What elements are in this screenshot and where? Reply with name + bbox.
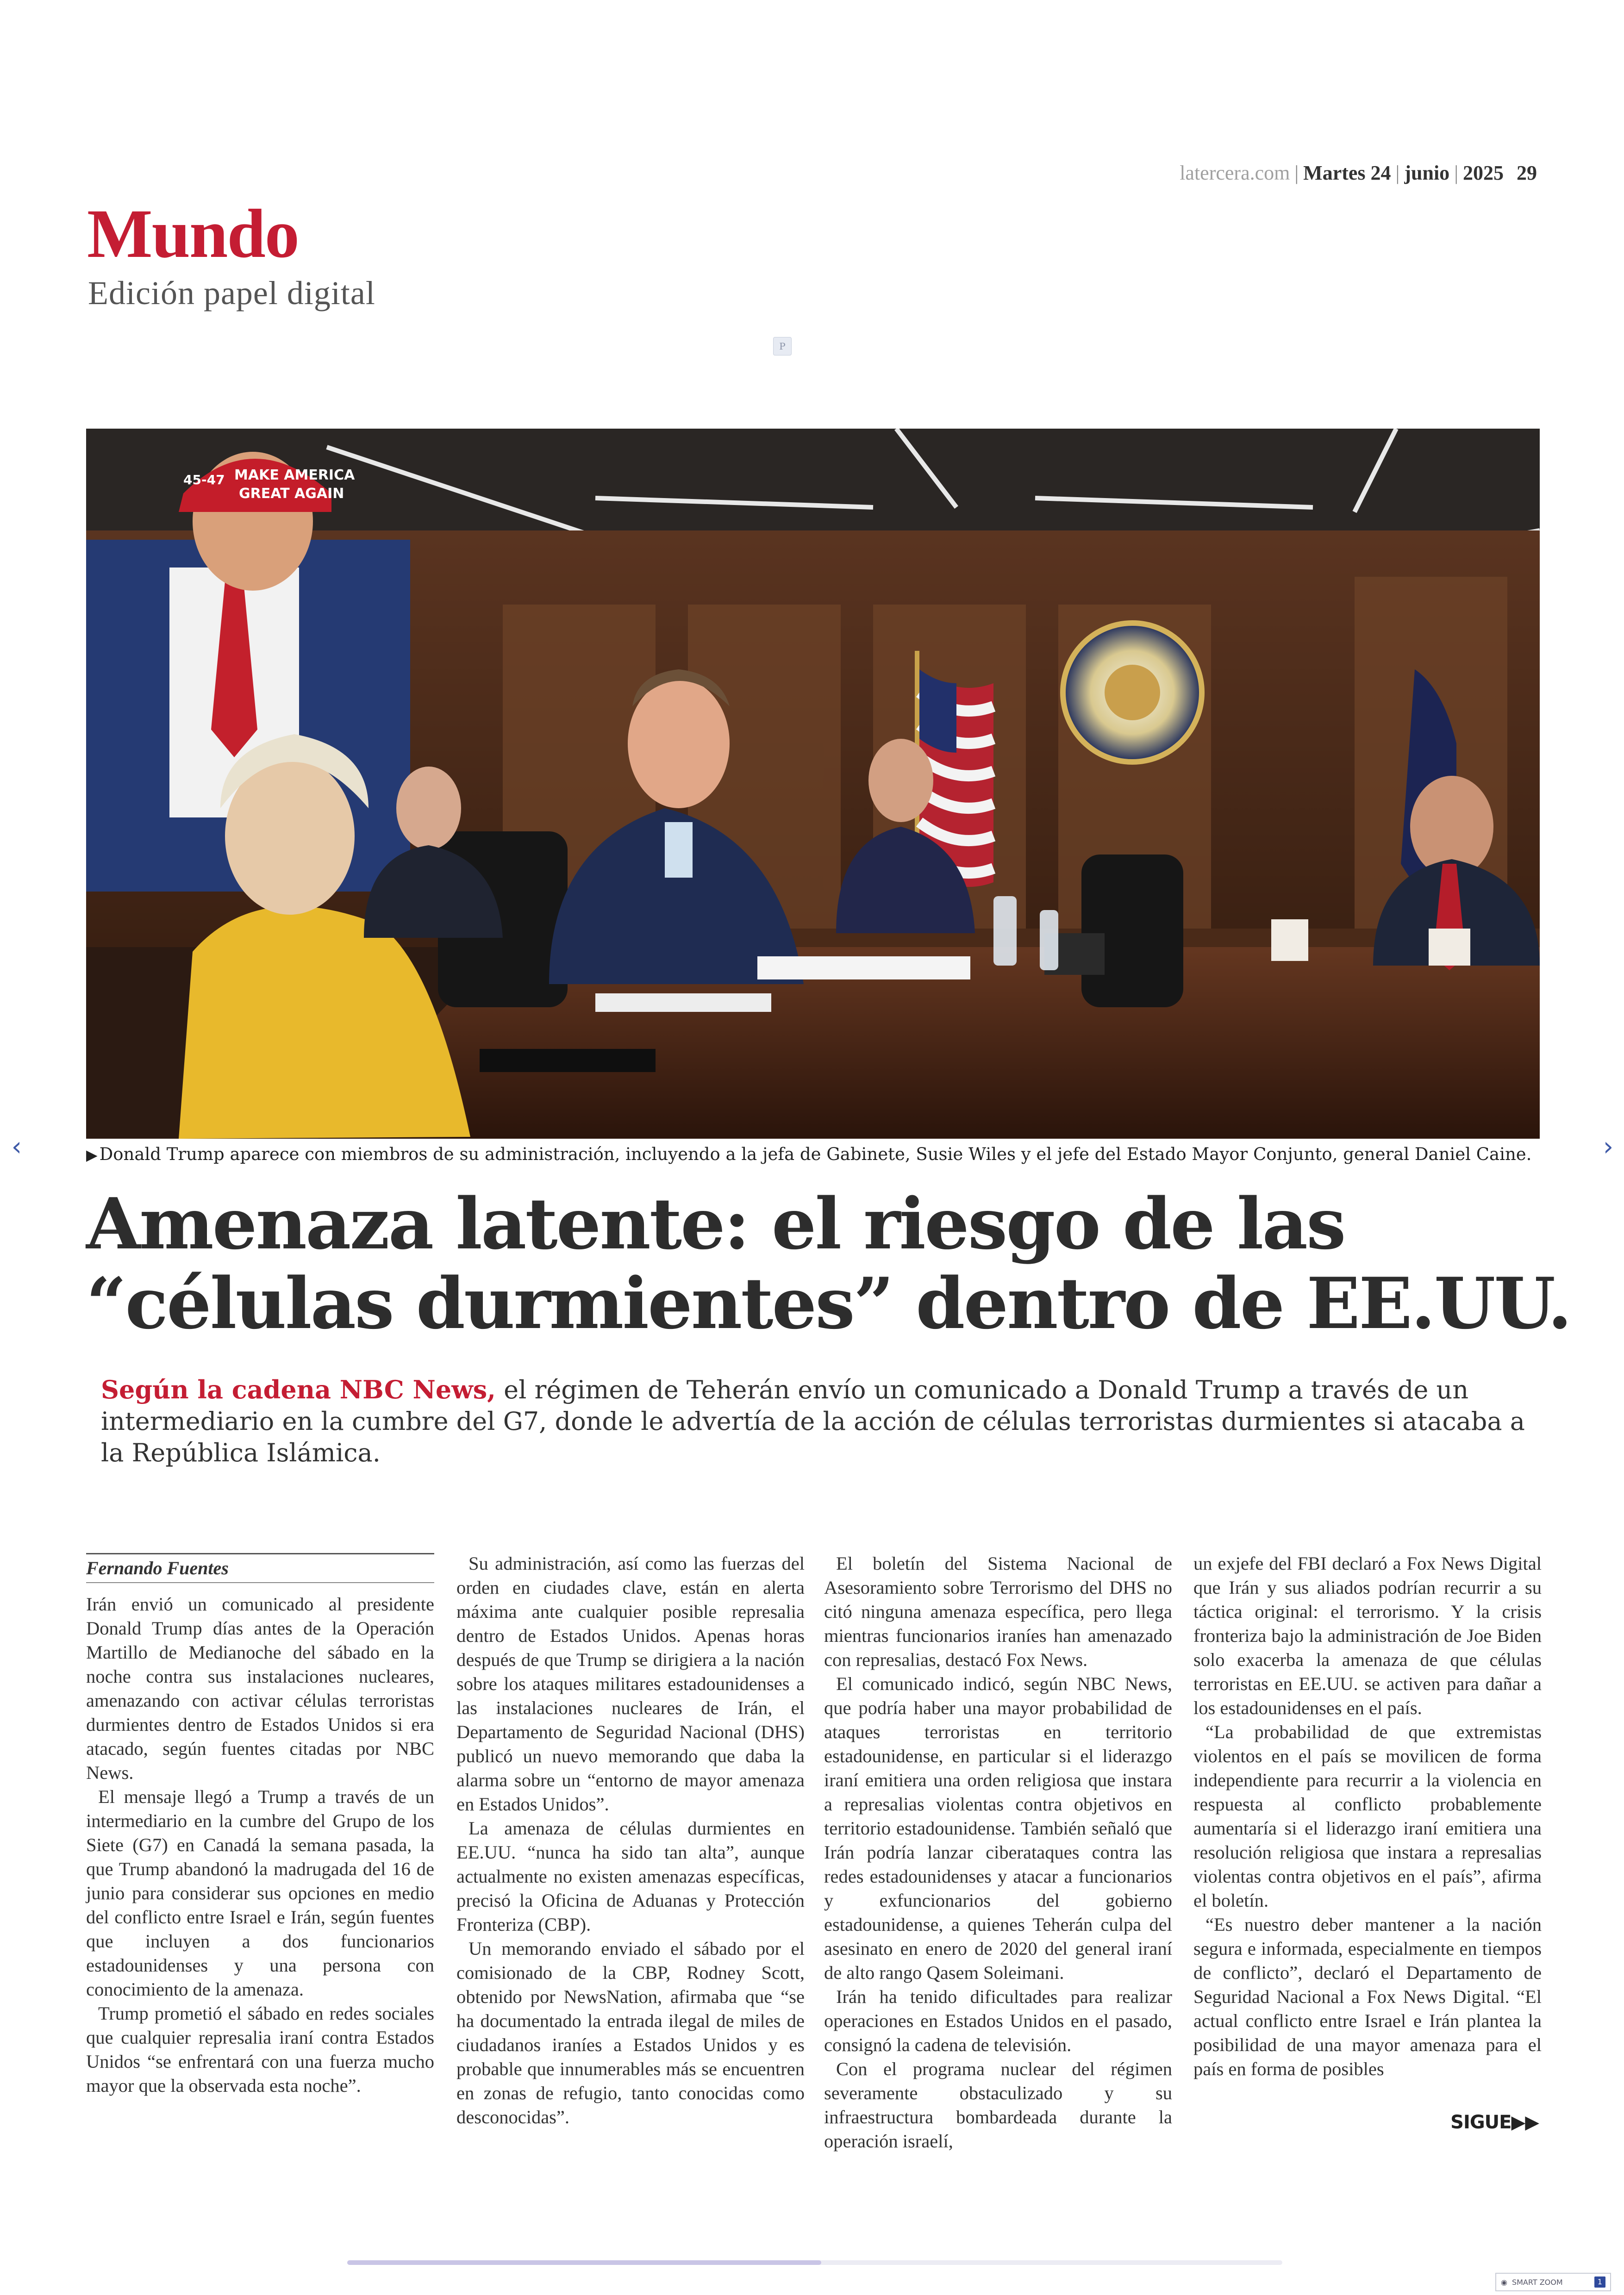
continue-text: SIGUE [1450,2112,1512,2133]
paragraph: Irán envió un comunicado al presidente Donald Trump días antes de la Operación Martillo de Medianoche del sábado en la noche contra sus instalaciones nucleares, amenazando con activar células terroristas durmientes dentro de Estados Unidos si era atacado, según fuentes citadas por NBC News. [86,1594,434,1783]
cap-text: GREAT AGAIN [239,486,344,502]
paragraph: La amenaza de células durmientes en EE.UU. “nunca ha sido tan alta”, aunque actualmente no existen amenazas específicas, precisó la Oficina de Aduanas y Protección Fronteriza (CBP). [456,1818,805,1935]
lead-text: el régimen de Teherán envío un comunicado a Donald Trump a través de un intermediario en la cumbre del G7, donde le advertía de la acción de células terroristas durmientes si atacaba a la República Islámica. [101,1375,1525,1467]
header-separator: | [1395,162,1400,184]
continue-arrows-icon: ▶▶ [1511,2112,1539,2133]
page-number: 29 [1517,162,1537,184]
page-marker-icon[interactable]: P [773,337,792,355]
paragraph: Con el programa nuclear del régimen severamente obstaculizado y su infraestructura bombardeada durante la operación israelí, [824,2058,1172,2152]
page-scrollbar-thumb[interactable] [347,2260,821,2265]
header-year: 2025 [1463,162,1504,184]
article-column-4 [1193,1552,1542,2081]
continue-link[interactable] [1450,2112,1539,2133]
paragraph: Un memorando enviado el sábado por el comisionado de la CBP, Rodney Scott, obtenido por NewsNation, afirmaba que “se ha documentado la entrada ilegal de miles de ciudadanos iraníes a Estados Unidos y es probable que innumerables más se encuentren en zonas de refugio, tanto conocidas como desconocidas”. [456,1938,805,2127]
headline-line: “células durmientes” dentro de EE.UU. [86,1262,1571,1345]
cap-number: 45-47 [183,472,225,487]
photo-caption [86,1144,1540,1164]
next-page-arrow-icon[interactable]: › [1603,1132,1614,1162]
cap-text: MAKE AMERICA [234,467,355,483]
caption-text: Donald Trump aparece con miembros de su administración, incluyendo a la jefa de Gabinete, Susie Wiles y el jefe del Estado Mayor Conjunto, general Daniel Caine. [99,1144,1532,1164]
paragraph: “Es nuestro deber mantener a la nación segura e informada, especialmente en tiempos de conflicto”, declaró el Departamento de Seguridad Nacional a Fox News Digital. “El actual conflicto entre Israel e Irán plantea la posibilidad de una mayor amenaza para el país en forma de posibles [1193,1914,1542,2079]
headline-line: Amenaza latente: el riesgo de las [86,1182,1345,1265]
paragraph: Trump prometió el sábado en redes sociales que cualquier represalia iraní contra Estados Unidos “se enfrentará con una fuerza mucho mayor que la observada esta noche”. [86,2003,434,2096]
article-lead [101,1374,1536,1469]
article-headline [86,1182,1571,1345]
header-separator: | [1454,162,1458,184]
section-subtitle: Edición papel digital [88,274,375,312]
lead-source: Según la cadena NBC News, [101,1375,496,1404]
header-separator: | [1294,162,1299,184]
byline: Fernando Fuentes [86,1553,434,1583]
paragraph: El boletín del Sistema Nacional de Asesoramiento sobre Terrorismo del DHS no citó ninguna amenaza específica, pero llega mientras funcionarios iraníes han amenazado con represalias, destacó Fox News. [824,1553,1172,1670]
site-name[interactable]: latercera.com [1180,162,1290,184]
article-column-3 [824,1552,1172,2153]
paragraph: un exjefe del FBI declaró a Fox News Digital que Irán y sus aliados podrían recurrir a su táctica original: el terrorismo. Y la crisis fronteriza bajo la administración de Joe Biden solo exacerba la amenaza de que células terroristas en EE.UU. se activen para dañar a los estadounidenses en el país. [1193,1553,1542,1718]
paragraph: “La probabilidad de que extremistas violentos en el país se movilicen de forma independiente para recurrir a la violencia en respuesta al conflicto probablemente aumentaría si el liderazgo iraní emitiera una resolución religiosa que instara a represalias violentas contra objetivos en el país”, afirma el boletín. [1193,1721,1542,1911]
eye-icon: ◉ [1501,2277,1507,2287]
article-column-2 [456,1552,805,2129]
paragraph: Irán ha tenido dificultades para realizar operaciones en Estados Unidos en el pasado, consignó la cadena de televisión. [824,1986,1172,2055]
paragraph: El comunicado indicó, según NBC News, que podría haber una mayor probabilidad de ataques terroristas en territorio estadounidense, en particular si el liderazgo iraní emitiera una orden religiosa que instara a represalias violentas contra objetivos en territorio estadounidense. También señaló que Irán podría lanzar ciberataques contra las redes estadounidenses y atacar a funcionarios y exfuncionarios del gobierno estadounidense, a quienes Teherán culpa del asesinato en enero de 2020 del general iraní de alto rango Qasem Soleimani. [824,1673,1172,1983]
paragraph: El mensaje llegó a Trump a través de un intermediario en la cumbre del Grupo de los Siete (G7) en Canadá la semana pasada, la que Trump abandonó la madrugada del 16 de junio para considerar sus opciones en medio del conflicto entre Israel e Irán, según fuentes que incluyen a dos funcionarios estadounidenses y una persona con conocimiento de la amenaza. [86,1786,434,2000]
caption-arrow-icon: ▶ [86,1146,98,1164]
section-title: Mundo [87,195,299,272]
header-weekday: Martes 24 [1303,162,1391,184]
article-column-1 [86,1553,434,2098]
previous-page-arrow-icon[interactable]: ‹ [11,1132,22,1162]
smart-zoom-count: 1 [1594,2276,1605,2288]
smart-zoom-label: SMART ZOOM [1512,2277,1563,2287]
paragraph: Su administración, así como las fuerzas del orden en ciudades clave, están en alerta máxima ante cualquier posible represalia dentro de Estados Unidos. Apenas horas después de que Trump se dirigiera a la nación sobre los ataques militares estadounidenses a las instalaciones nucleares de Irán, el Departamento de Seguridad Nacional (DHS) publicó un nuevo memorando que daba la alarma sobre un “entorno de mayor amenaza en Estados Unidos”. [456,1553,805,1815]
hero-photo [86,429,1540,1139]
situation-room-illustration [86,429,1540,1139]
smart-zoom-button[interactable] [1495,2273,1611,2291]
header-month: junio [1404,162,1450,184]
page-scrollbar[interactable] [347,2260,1282,2265]
header-meta [1180,161,1537,185]
